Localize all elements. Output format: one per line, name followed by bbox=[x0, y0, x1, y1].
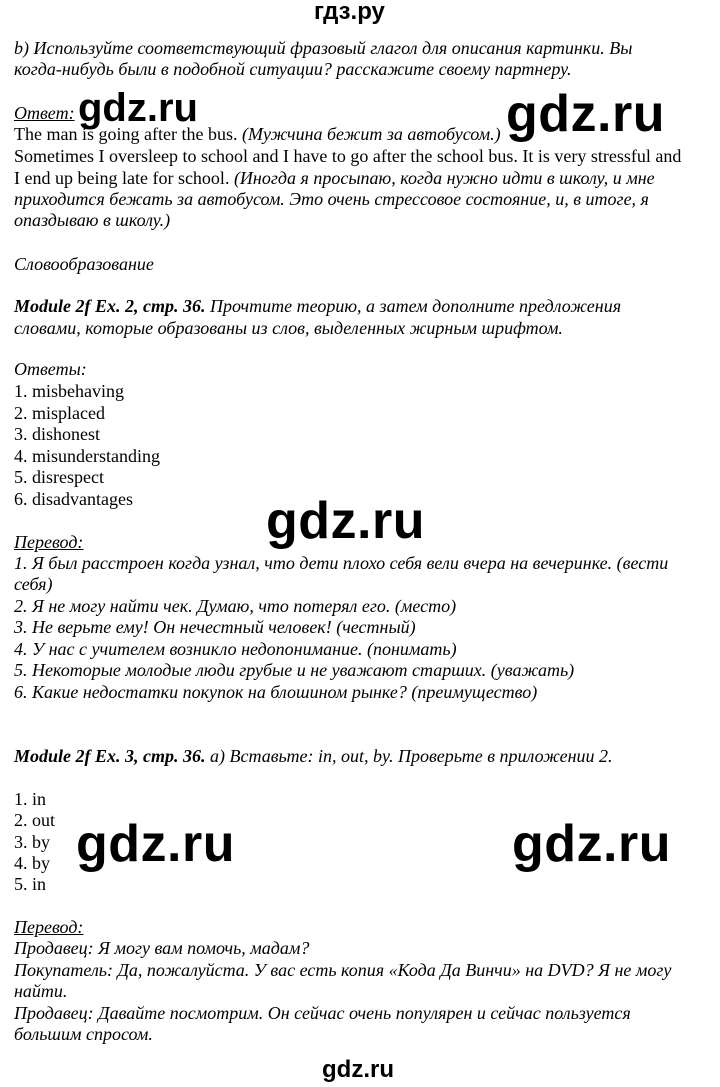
ex2-instruction-2: словами, которые образованы из слов, выделенных жирным шрифтом. bbox=[14, 318, 563, 338]
ex2-translation-1b: себя) bbox=[14, 574, 53, 594]
ex3-answer-5: 5. in bbox=[14, 874, 47, 894]
ex2-answer-1: 1. misbehaving bbox=[14, 381, 124, 401]
ex3-instruction: a) Вставьте: in, out, by. Проверьте в приложении 2. bbox=[210, 746, 613, 766]
header-site-title: гдз.ру bbox=[314, 0, 385, 25]
ex2-answer-5: 5. disrespect bbox=[14, 467, 104, 487]
watermark-top-left: gdz.ru bbox=[78, 86, 198, 130]
task-b-line-2: когда-нибудь были в подобной ситуации? расскажите своему партнеру. bbox=[14, 59, 572, 79]
ex3-answer-3: 3. by bbox=[14, 832, 50, 852]
ex2-answer-4: 4. misunderstanding bbox=[14, 446, 160, 466]
watermark-bottom-left: gdz.ru bbox=[76, 815, 235, 873]
task-b-line-1: b) Используйте соответствующий фразовый глагол для описания картинки. Вы bbox=[14, 38, 633, 58]
ex3-translation-3b: большим спросом. bbox=[14, 1024, 153, 1044]
ex2-translation-label: Перевод: bbox=[14, 532, 84, 552]
answer-b-l3-ru: (Иногда я просыпаю, когда нужно идти в школу, и мне bbox=[233, 168, 655, 188]
ex3-translation-1: Продавец: Я могу вам помочь, мадам? bbox=[14, 938, 310, 958]
section-title: Словообразование bbox=[14, 254, 154, 274]
ex3-ref: Module 2f Ex. 3, стр. 36. bbox=[14, 746, 206, 766]
answer-b-s1-ru: (Мужчина бежит за автобусом.) bbox=[241, 124, 501, 144]
ex2-answer-2: 2. misplaced bbox=[14, 403, 105, 423]
answer-b-l3-en: I end up being late for school. bbox=[14, 168, 230, 188]
answer-b-line-4: приходится бежать за автобусом. Это очень стрессовое состояние, и, в итоге, я bbox=[14, 189, 649, 209]
footer-site-title: gdz.ru bbox=[322, 1056, 394, 1083]
answer-b-line-3 bbox=[14, 168, 655, 189]
ex2-answer-6: 6. disadvantages bbox=[14, 489, 133, 509]
ex2-translation-5: 5. Некоторые молодые люди грубые и не уважают старших. (уважать) bbox=[14, 660, 575, 680]
answer-b-line-5: опаздываю в школу.) bbox=[14, 210, 171, 230]
ex2-ref: Module 2f Ex. 2, стр. 36. bbox=[14, 296, 206, 316]
watermark-top-right: gdz.ru bbox=[506, 85, 665, 143]
watermark-bottom-right: gdz.ru bbox=[512, 815, 671, 873]
ex2-heading bbox=[14, 296, 621, 317]
answer-b-s1-en: The man is going after the bus. bbox=[14, 124, 238, 144]
ex2-translation-4: 4. У нас с учителем возникло недопонимание. (понимать) bbox=[14, 639, 457, 659]
answer-label: Ответ: bbox=[14, 103, 75, 123]
ex3-translation-2b: найти. bbox=[14, 981, 68, 1001]
ex2-translation-2: 2. Я не могу найти чек. Думаю, что потерял его. (место) bbox=[14, 596, 457, 616]
ex3-translation-3: Продавец: Давайте посмотрим. Он сейчас очень популярен и сейчас пользуется bbox=[14, 1003, 631, 1023]
ex2-answers-label: Ответы: bbox=[14, 359, 87, 379]
ex3-answer-1: 1. in bbox=[14, 789, 47, 809]
ex2-translation-3: 3. Не верьте ему! Он нечестный человек! (честный) bbox=[14, 617, 416, 637]
ex2-answer-3: 3. dishonest bbox=[14, 424, 101, 444]
ex3-heading bbox=[14, 746, 613, 767]
ex3-translation-label: Перевод: bbox=[14, 917, 84, 937]
ex2-translation-6: 6. Какие недостатки покупок на блошином рынке? (преимущество) bbox=[14, 682, 538, 702]
ex3-answer-4: 4. by bbox=[14, 853, 50, 873]
answer-b-line-2: Sometimes I oversleep to school and I have to go after the school bus. It is very stressful and bbox=[14, 146, 682, 166]
ex2-instruction-1: Прочтите теорию, а затем дополните предложения bbox=[210, 296, 622, 316]
ex2-translation-1: 1. Я был расстроен когда узнал, что дети плохо себя вели вчера на вечеринке. (вести bbox=[14, 553, 669, 573]
ex3-translation-2: Покупатель: Да, пожалуйста. У вас есть копия «Кода Да Винчи» на DVD? Я не могу bbox=[14, 960, 672, 980]
ex3-answer-2: 2. out bbox=[14, 810, 56, 830]
watermark-middle: gdz.ru bbox=[266, 492, 425, 550]
